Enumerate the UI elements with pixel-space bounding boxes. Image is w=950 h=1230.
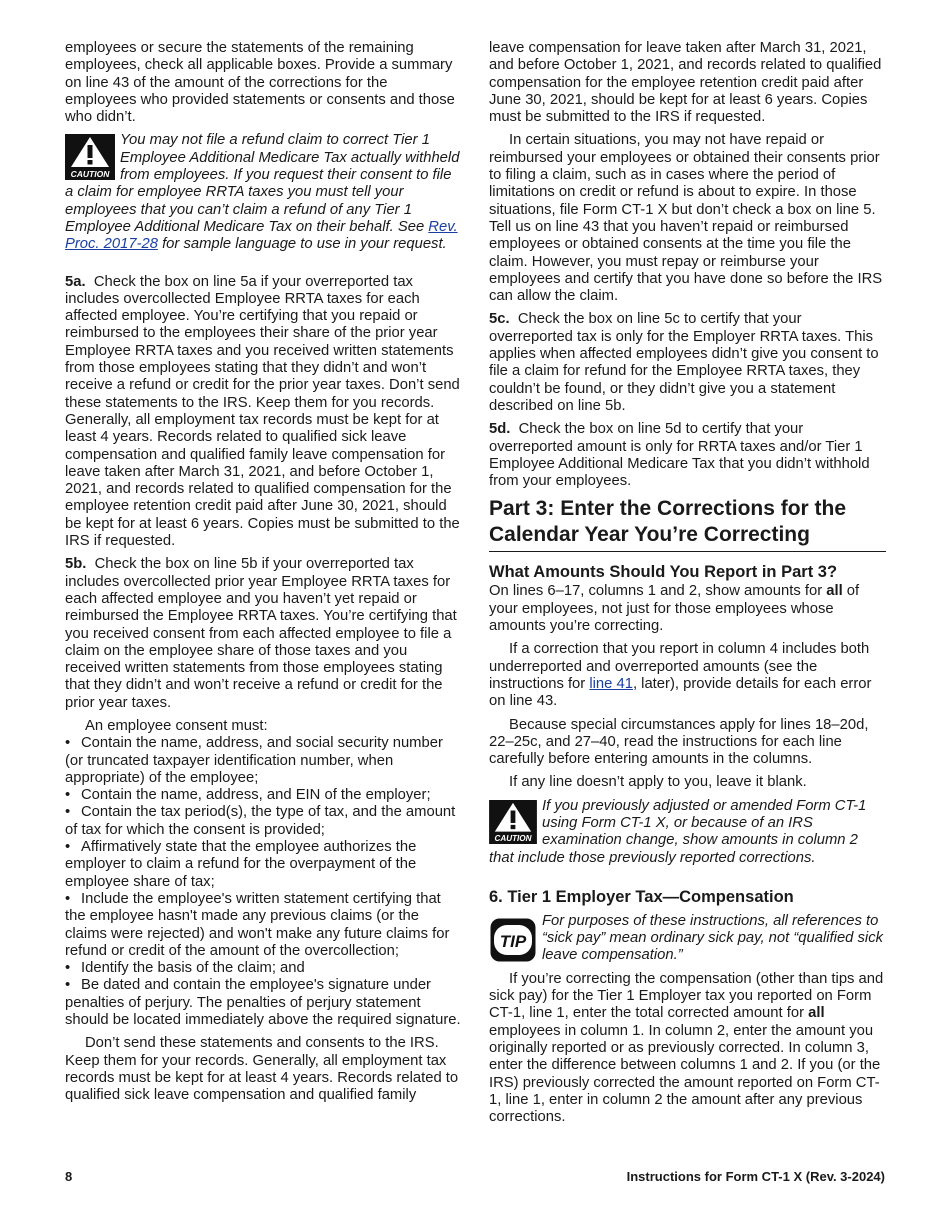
situations-paragraph: In certain situations, you may not have repaid or reimbursed your employees or obtained their consents prior to filing a claim, such as in cases where the period of limitations on credit or refund is about to expire. In those situations, file Form CT-1 X but don’t check a box on line 5. Tell us on line 43 that you haven’t repaid or reimbursed employees or obtained consents at the time you file the claim. However, you must repay or reimburse your employees and certify that you have done so before the IRS can allow the claim. [489, 132, 883, 305]
caution-note [65, 132, 462, 253]
line-5c-paragraph: 5c. Check the box on line 5c to certify that your overreported tax is only for the Employer RRTA taxes. This applies when affected employees didn’t give you consent to file a claim for refund for the Employee RRTA taxes, they couldn’t be found, or they didn’t give you a statement described on line 5b. [489, 311, 879, 414]
dont-send-paragraph: Don’t send these statements and consents to the IRS. Keep them for your records. Generally, all employment tax records must be kept for at least 4 years. Records related to qualified sick leave compensation and qualified family [65, 1035, 459, 1104]
list-item: • Be dated and contain the employee's signature under penalties of perjury. The penalties of perjury statement should be located immediately above the required signature. [65, 977, 461, 1029]
caution-note-2 [489, 798, 886, 867]
consent-bullet-list [65, 735, 462, 1029]
footer-form-title: Instructions for Form CT-1 X (Rev. 3-2024) [626, 1169, 885, 1184]
intro-paragraph: employees or secure the statements of the remaining employees, check all applicable boxes. Provide a summary on line 43 of the amount of the corrections for the employees who provided statements or consents and those who didn’t. [65, 40, 455, 126]
continued-paragraph: leave compensation for leave taken after March 31, 2021, and before October 1, 2021, and records related to qualified compensation for the employee retention credit paid after June 30, 2021, should be kept for at least 6 years. Copies must be submitted to the IRS if requested. [489, 40, 882, 126]
list-item: • Contain the tax period(s), the type of tax, and the amount of tax for which the consent is provided; [65, 804, 456, 838]
caution-icon [489, 800, 537, 844]
tier1-heading: 6. Tier 1 Employer Tax—Compensation [489, 887, 794, 906]
list-item: • Include the employee's written statement certifying that the employee hasn't made any previous claims (or the claims were rejected) and won't make any future claims for refund or credit of the amount of the overcollection; [65, 890, 450, 959]
tip-text: For purposes of these instructions, all references to “sick pay” mean ordinary sick pay, not “qualified sick leave compensation.” [542, 912, 884, 964]
list-item: • Identify the basis of the claim; and [65, 960, 305, 977]
part3-heading: Part 3: Enter the Corrections for the Calendar Year You’re Correcting [489, 496, 886, 552]
consent-intro: An employee consent must: [85, 717, 268, 734]
line-5c-label: 5c. [489, 311, 510, 328]
lines-paragraph: On lines 6–17, columns 1 and 2, show amounts for all of your employees, not just for those employees whose amounts you’re correcting. [489, 583, 860, 635]
left-column [65, 40, 462, 1111]
tip-note [489, 913, 886, 965]
list-item: • Contain the name, address, and EIN of the employer; [65, 787, 431, 804]
line-5d-paragraph: 5d. Check the box on line 5d to certify that your overreported amount is only for RRTA taxes and/or Tier 1 Employee Additional Medicare Tax that you didn’t withhold from your employees. [489, 421, 870, 490]
caution-text-end: for sample language to use in your request. [157, 236, 447, 253]
caution-icon [65, 134, 115, 180]
special-circumstances-paragraph: Because special circumstances apply for lines 18–20d, 22–25c, and 27–40, read the instructions for each line carefully before entering amounts in the columns. [489, 716, 869, 768]
correcting-compensation-paragraph: If you’re correcting the compensation (other than tips and sick pay) for the Tier 1 Employer tax you reported on Form CT-1, line 1, enter the total corrected amount for all employees in column 1. In column 2, enter the amount you originally reported or as previously corrected. In column 3, enter the difference between columns 1 and 2. If you (or the IRS) previously corrected the amount reported on Form CT-1, line 1, enter in column 2 the amount after any previous corrections. [489, 970, 884, 1126]
caution-text: You may not file a refund claim to correct Tier 1 Employee Additional Medicare Tax actually withheld from employees. If you request their consent to file a claim for employee RRTA taxes you must tell your employees that you can’t claim a refund of any Tier 1 Employee Additional Medicare Tax on their behalf. See [65, 132, 460, 235]
correction-paragraph: If a correction that you report in column 4 includes both underreported and overreported amounts (see the instructions for line 41, later), provide details for each error on line 43. [489, 641, 872, 710]
rev-proc-link[interactable]: Rev. Proc. 2017-28 [65, 218, 458, 253]
svg-text:TIP: TIP [499, 931, 527, 951]
line-5b-label: 5b. [65, 556, 87, 573]
leave-blank-paragraph: If any line doesn’t apply to you, leave it blank. [509, 774, 807, 791]
line-41-link[interactable]: line 41 [589, 675, 633, 692]
svg-text:CAUTION: CAUTION [70, 169, 110, 180]
list-item: • Contain the name, address, and social security number (or truncated taxpayer identification number, when appropriate) of the employee; [65, 735, 443, 786]
line-5a-label: 5a. [65, 273, 86, 290]
svg-text:CAUTION: CAUTION [494, 833, 532, 843]
tip-icon [489, 917, 537, 963]
what-amounts-heading: What Amounts Should You Report in Part 3? [489, 563, 838, 582]
right-column [489, 40, 886, 1132]
caution-text: If you previously adjusted or amended Form CT-1 using Form CT-1 X, or because of an IRS examination change, show amounts in column 2 that include those previously reported corrections. [489, 797, 867, 866]
line-5b-paragraph: 5b. Check the box on line 5b if your overreported tax includes overcollected prior year Employee RRTA taxes for each affected employee and you haven’t yet repaid or reimbursed the Employee RRTA taxes. You’re certifying that you received consent from each affected employee to file a claim on the employee share of those taxes and you received written statements from those employees stating that they didn’t and won’t receive a refund or credit for the prior year taxes. [65, 556, 457, 711]
line-5d-label: 5d. [489, 421, 511, 438]
line-5a-paragraph: 5a. Check the box on line 5a if your overreported tax includes overcollected Employee RRTA taxes for each affected employee. You’re certifying that you repaid or reimbursed to the employees their share of the prior year Employee RRTA taxes and you received written statements from those employees stating that they didn’t and won’t receive a refund or credit for the prior year taxes. Don’t send these statements to the IRS. Keep them for you records. Generally, all employment tax records must be kept for at least 4 years. Records related to qualified sick leave compensation and qualified family leave compensation for leave taken after March 31, 2021, and before October 1, 2021, and records related to qualified compensation for the employee retention credit paid after June 30, 2021, should be kept for at least 6 years. Copies must be submitted to the IRS if requested. [65, 273, 460, 550]
page-number: 8 [65, 1169, 73, 1184]
list-item: • Affirmatively state that the employee authorizes the employer to claim a refund for the overpayment of the employee share of tax; [65, 839, 417, 890]
